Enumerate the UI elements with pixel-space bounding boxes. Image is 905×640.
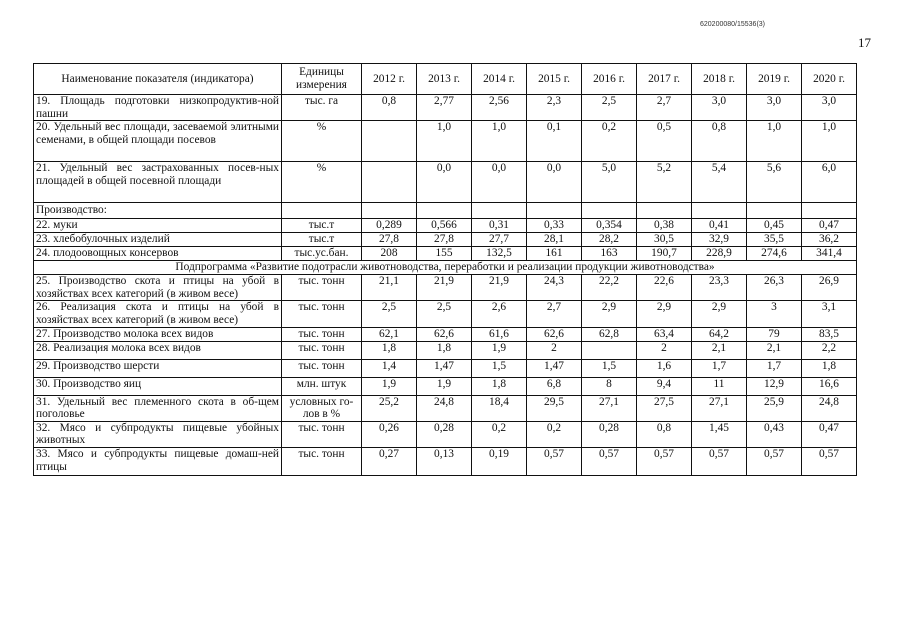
- table-row: [34, 95, 857, 121]
- value-cell: 3: [747, 301, 802, 327]
- value-cell: 3,1: [802, 301, 857, 327]
- value-cell: 1,9: [472, 341, 527, 359]
- value-cell: [637, 203, 692, 219]
- unit-cell: тыс. тонн: [282, 341, 362, 359]
- value-cell: 0,28: [582, 421, 637, 447]
- value-cell: 0,41: [692, 219, 747, 233]
- value-cell: 0,45: [747, 219, 802, 233]
- value-cell: 27,1: [582, 395, 637, 421]
- header-year: 2013 г.: [417, 64, 472, 95]
- value-cell: 12,9: [747, 377, 802, 395]
- value-cell: 27,7: [472, 233, 527, 247]
- table-row: [34, 327, 857, 341]
- value-cell: 3,0: [747, 95, 802, 121]
- value-cell: 0,57: [527, 447, 582, 475]
- value-cell: [362, 162, 417, 203]
- value-cell: 25,9: [747, 395, 802, 421]
- table-row: [34, 247, 857, 261]
- value-cell: 0,19: [472, 447, 527, 475]
- value-cell: 0,0: [472, 162, 527, 203]
- header-year: 2018 г.: [692, 64, 747, 95]
- value-cell: 0,8: [362, 95, 417, 121]
- value-cell: [582, 341, 637, 359]
- value-cell: 1,6: [637, 359, 692, 377]
- indicator-name: 21. Удельный вес застрахованных посев-ных площадей в общей посевной площади: [34, 162, 282, 203]
- unit-cell: %: [282, 121, 362, 162]
- value-cell: 2,77: [417, 95, 472, 121]
- unit-cell: тыс. тонн: [282, 421, 362, 447]
- unit-cell: тыс. тонн: [282, 275, 362, 301]
- table-row: [34, 395, 857, 421]
- value-cell: 1,9: [362, 377, 417, 395]
- value-cell: 2,5: [362, 301, 417, 327]
- value-cell: 0,43: [747, 421, 802, 447]
- value-cell: 22,6: [637, 275, 692, 301]
- value-cell: 2,9: [692, 301, 747, 327]
- value-cell: 0,38: [637, 219, 692, 233]
- value-cell: 1,47: [417, 359, 472, 377]
- value-cell: 24,8: [417, 395, 472, 421]
- value-cell: 61,6: [472, 327, 527, 341]
- value-cell: 0,289: [362, 219, 417, 233]
- value-cell: 6,8: [527, 377, 582, 395]
- value-cell: 27,8: [417, 233, 472, 247]
- table-header-row: [34, 64, 857, 95]
- table-row: [34, 121, 857, 162]
- value-cell: 0,31: [472, 219, 527, 233]
- value-cell: 2,5: [417, 301, 472, 327]
- value-cell: 0,354: [582, 219, 637, 233]
- indicator-name: 20. Удельный вес площади, засеваемой элитными семенами, в общей площади посевов: [34, 121, 282, 162]
- unit-cell: тыс. тонн: [282, 447, 362, 475]
- value-cell: 64,2: [692, 327, 747, 341]
- value-cell: 1,0: [472, 121, 527, 162]
- value-cell: [692, 203, 747, 219]
- value-cell: 8: [582, 377, 637, 395]
- value-cell: [362, 203, 417, 219]
- value-cell: 24,8: [802, 395, 857, 421]
- value-cell: 21,9: [472, 275, 527, 301]
- value-cell: 2,2: [802, 341, 857, 359]
- header-year: 2019 г.: [747, 64, 802, 95]
- value-cell: 2,56: [472, 95, 527, 121]
- value-cell: [472, 203, 527, 219]
- value-cell: 83,5: [802, 327, 857, 341]
- value-cell: 0,1: [527, 121, 582, 162]
- table-row: [34, 341, 857, 359]
- header-year: 2012 г.: [362, 64, 417, 95]
- value-cell: 2,9: [637, 301, 692, 327]
- value-cell: 0,26: [362, 421, 417, 447]
- value-cell: 341,4: [802, 247, 857, 261]
- indicators-table: [33, 63, 857, 476]
- value-cell: 163: [582, 247, 637, 261]
- value-cell: 0,57: [637, 447, 692, 475]
- value-cell: 5,2: [637, 162, 692, 203]
- value-cell: 32,9: [692, 233, 747, 247]
- table-row: [34, 359, 857, 377]
- unit-cell: тыс.т: [282, 233, 362, 247]
- value-cell: 28,1: [527, 233, 582, 247]
- value-cell: 11: [692, 377, 747, 395]
- header-year: 2014 г.: [472, 64, 527, 95]
- indicator-name: 27. Производство молока всех видов: [34, 327, 282, 341]
- value-cell: 161: [527, 247, 582, 261]
- value-cell: 0,57: [802, 447, 857, 475]
- value-cell: 27,8: [362, 233, 417, 247]
- value-cell: 26,9: [802, 275, 857, 301]
- value-cell: 2,3: [527, 95, 582, 121]
- value-cell: 2: [637, 341, 692, 359]
- value-cell: 6,0: [802, 162, 857, 203]
- indicator-name: 33. Мясо и субпродукты пищевые домаш-ней птицы: [34, 447, 282, 475]
- value-cell: 0,566: [417, 219, 472, 233]
- value-cell: 9,4: [637, 377, 692, 395]
- value-cell: 1,9: [417, 377, 472, 395]
- value-cell: 30,5: [637, 233, 692, 247]
- value-cell: 22,2: [582, 275, 637, 301]
- value-cell: 1,0: [802, 121, 857, 162]
- value-cell: 5,0: [582, 162, 637, 203]
- header-year: 2015 г.: [527, 64, 582, 95]
- value-cell: [527, 203, 582, 219]
- indicator-name: 32. Мясо и субпродукты пищевые убойных животных: [34, 421, 282, 447]
- value-cell: 0,47: [802, 421, 857, 447]
- value-cell: 16,6: [802, 377, 857, 395]
- table-row: [34, 162, 857, 203]
- value-cell: 3,0: [692, 95, 747, 121]
- group-label-row: [34, 203, 857, 219]
- value-cell: 21,1: [362, 275, 417, 301]
- unit-cell: тыс.т: [282, 219, 362, 233]
- table-row: [34, 275, 857, 301]
- value-cell: 2,1: [747, 341, 802, 359]
- value-cell: [417, 203, 472, 219]
- value-cell: 1,47: [527, 359, 582, 377]
- table-row: [34, 233, 857, 247]
- value-cell: 1,45: [692, 421, 747, 447]
- indicator-name: 23. хлебобулочных изделий: [34, 233, 282, 247]
- table-row: [34, 219, 857, 233]
- value-cell: 1,8: [472, 377, 527, 395]
- table-row: [34, 447, 857, 475]
- value-cell: 24,3: [527, 275, 582, 301]
- value-cell: [747, 203, 802, 219]
- unit-cell: %: [282, 162, 362, 203]
- value-cell: 0,0: [527, 162, 582, 203]
- table-row: [34, 421, 857, 447]
- value-cell: 5,6: [747, 162, 802, 203]
- indicator-name: Производство:: [34, 203, 282, 219]
- value-cell: 79: [747, 327, 802, 341]
- value-cell: 1,7: [692, 359, 747, 377]
- value-cell: 0,2: [582, 121, 637, 162]
- value-cell: 1,8: [362, 341, 417, 359]
- value-cell: 0,28: [417, 421, 472, 447]
- value-cell: 1,0: [417, 121, 472, 162]
- value-cell: 62,1: [362, 327, 417, 341]
- value-cell: 1,4: [362, 359, 417, 377]
- value-cell: 1,8: [802, 359, 857, 377]
- value-cell: 0,27: [362, 447, 417, 475]
- value-cell: 1,5: [582, 359, 637, 377]
- unit-cell: тыс. га: [282, 95, 362, 121]
- value-cell: 190,7: [637, 247, 692, 261]
- value-cell: 1,8: [417, 341, 472, 359]
- indicator-name: 22. муки: [34, 219, 282, 233]
- value-cell: 1,7: [747, 359, 802, 377]
- value-cell: 0,2: [472, 421, 527, 447]
- value-cell: [802, 203, 857, 219]
- value-cell: 0,57: [582, 447, 637, 475]
- header-indicator-name: Наименование показателя (индикатора): [34, 64, 282, 95]
- indicator-name: 19. Площадь подготовки низкопродуктив-ной пашни: [34, 95, 282, 121]
- value-cell: [582, 203, 637, 219]
- indicator-name: 26. Реализация скота и птицы на убой в хозяйствах всех категорий (в живом весе): [34, 301, 282, 327]
- value-cell: 36,2: [802, 233, 857, 247]
- value-cell: 0,57: [692, 447, 747, 475]
- value-cell: 0,5: [637, 121, 692, 162]
- value-cell: 155: [417, 247, 472, 261]
- unit-cell: условных го-лов в %: [282, 395, 362, 421]
- value-cell: 2,9: [582, 301, 637, 327]
- value-cell: 274,6: [747, 247, 802, 261]
- value-cell: 0,33: [527, 219, 582, 233]
- page-number: 17: [858, 35, 871, 50]
- value-cell: 35,5: [747, 233, 802, 247]
- value-cell: 28,2: [582, 233, 637, 247]
- value-cell: 18,4: [472, 395, 527, 421]
- value-cell: 2,6: [472, 301, 527, 327]
- value-cell: 2,1: [692, 341, 747, 359]
- unit-cell: [282, 203, 362, 219]
- value-cell: 0,13: [417, 447, 472, 475]
- value-cell: 208: [362, 247, 417, 261]
- header-year: 2016 г.: [582, 64, 637, 95]
- value-cell: 228,9: [692, 247, 747, 261]
- section-row: [34, 261, 857, 275]
- table-body: [34, 95, 857, 476]
- unit-cell: млн. штук: [282, 377, 362, 395]
- unit-cell: тыс. тонн: [282, 359, 362, 377]
- value-cell: 29,5: [527, 395, 582, 421]
- value-cell: 2,5: [582, 95, 637, 121]
- section-title: Подпрограмма «Развитие подотрасли животноводства, переработки и реализации продукции животноводства»: [34, 261, 857, 275]
- unit-cell: тыс. тонн: [282, 327, 362, 341]
- value-cell: 23,3: [692, 275, 747, 301]
- table-row: [34, 301, 857, 327]
- indicator-name: 31. Удельный вес племенного скота в об-щем поголовье: [34, 395, 282, 421]
- table-row: [34, 377, 857, 395]
- value-cell: 21,9: [417, 275, 472, 301]
- value-cell: 2: [527, 341, 582, 359]
- value-cell: 2,7: [637, 95, 692, 121]
- unit-cell: тыс.ус.бан.: [282, 247, 362, 261]
- value-cell: 0,57: [747, 447, 802, 475]
- value-cell: 132,5: [472, 247, 527, 261]
- header-unit: Единицы измерения: [282, 64, 362, 95]
- value-cell: 0,0: [417, 162, 472, 203]
- value-cell: 0,2: [527, 421, 582, 447]
- value-cell: 27,1: [692, 395, 747, 421]
- indicator-name: 24. плодоовощных консервов: [34, 247, 282, 261]
- value-cell: 62,6: [527, 327, 582, 341]
- value-cell: 2,7: [527, 301, 582, 327]
- indicator-name: 25. Производство скота и птицы на убой в хозяйствах всех категорий (в живом весе): [34, 275, 282, 301]
- value-cell: 62,6: [417, 327, 472, 341]
- indicator-name: 30. Производство яиц: [34, 377, 282, 395]
- value-cell: 0,47: [802, 219, 857, 233]
- value-cell: 26,3: [747, 275, 802, 301]
- header-year: 2017 г.: [637, 64, 692, 95]
- value-cell: 5,4: [692, 162, 747, 203]
- indicator-name: 28. Реализация молока всех видов: [34, 341, 282, 359]
- indicator-name: 29. Производство шерсти: [34, 359, 282, 377]
- document-code: 620200080/15536(3): [700, 21, 766, 28]
- value-cell: 1,5: [472, 359, 527, 377]
- header-year: 2020 г.: [802, 64, 857, 95]
- value-cell: 62,8: [582, 327, 637, 341]
- value-cell: 0,8: [637, 421, 692, 447]
- value-cell: 27,5: [637, 395, 692, 421]
- value-cell: [362, 121, 417, 162]
- value-cell: 63,4: [637, 327, 692, 341]
- value-cell: 0,8: [692, 121, 747, 162]
- value-cell: 1,0: [747, 121, 802, 162]
- value-cell: 25,2: [362, 395, 417, 421]
- value-cell: 3,0: [802, 95, 857, 121]
- unit-cell: тыс. тонн: [282, 301, 362, 327]
